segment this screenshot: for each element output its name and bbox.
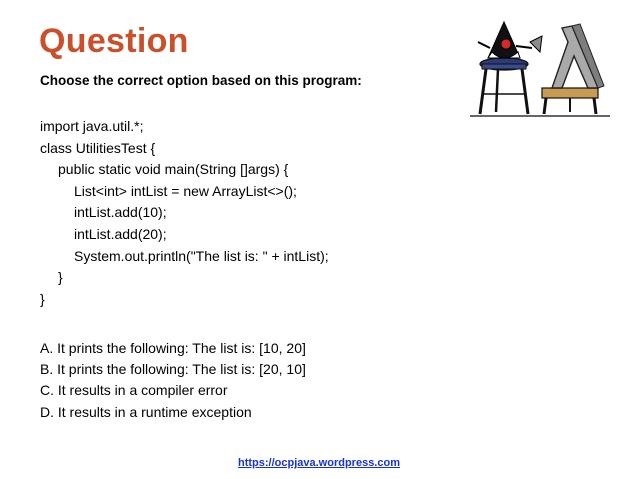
option-c: C. It results in a compiler error bbox=[40, 382, 228, 399]
stool-icon bbox=[480, 58, 528, 114]
answer-options bbox=[40, 338, 306, 423]
duke-icon bbox=[478, 22, 542, 58]
slide-title: Question bbox=[39, 22, 189, 60]
code-line: intList.add(20); bbox=[74, 225, 167, 242]
website-link[interactable]: https://ocpjava.wordpress.com bbox=[238, 457, 400, 469]
question-prompt: Choose the correct option based on this program: bbox=[40, 73, 362, 88]
code-line: class UtilitiesTest { bbox=[40, 139, 156, 156]
duke-mascot-illustration bbox=[470, 12, 610, 122]
code-line: public static void main(String []args) { bbox=[58, 161, 289, 178]
code-block bbox=[40, 116, 329, 310]
code-line: System.out.println("The list is: " + intList); bbox=[74, 247, 329, 264]
workbench-icon bbox=[542, 88, 598, 114]
code-line: } bbox=[58, 269, 63, 286]
lambda-icon bbox=[552, 24, 604, 88]
code-line: List<int> intList = new ArrayList<>(); bbox=[74, 182, 297, 199]
code-line: } bbox=[40, 290, 45, 307]
code-line: intList.add(10); bbox=[74, 204, 167, 221]
option-d: D. It results in a runtime exception bbox=[40, 403, 252, 420]
option-a: A. It prints the following: The list is: [10, 20] bbox=[40, 340, 306, 356]
code-line: import java.util.*; bbox=[40, 118, 144, 134]
option-b: B. It prints the following: The list is: [20, 10] bbox=[40, 361, 306, 378]
